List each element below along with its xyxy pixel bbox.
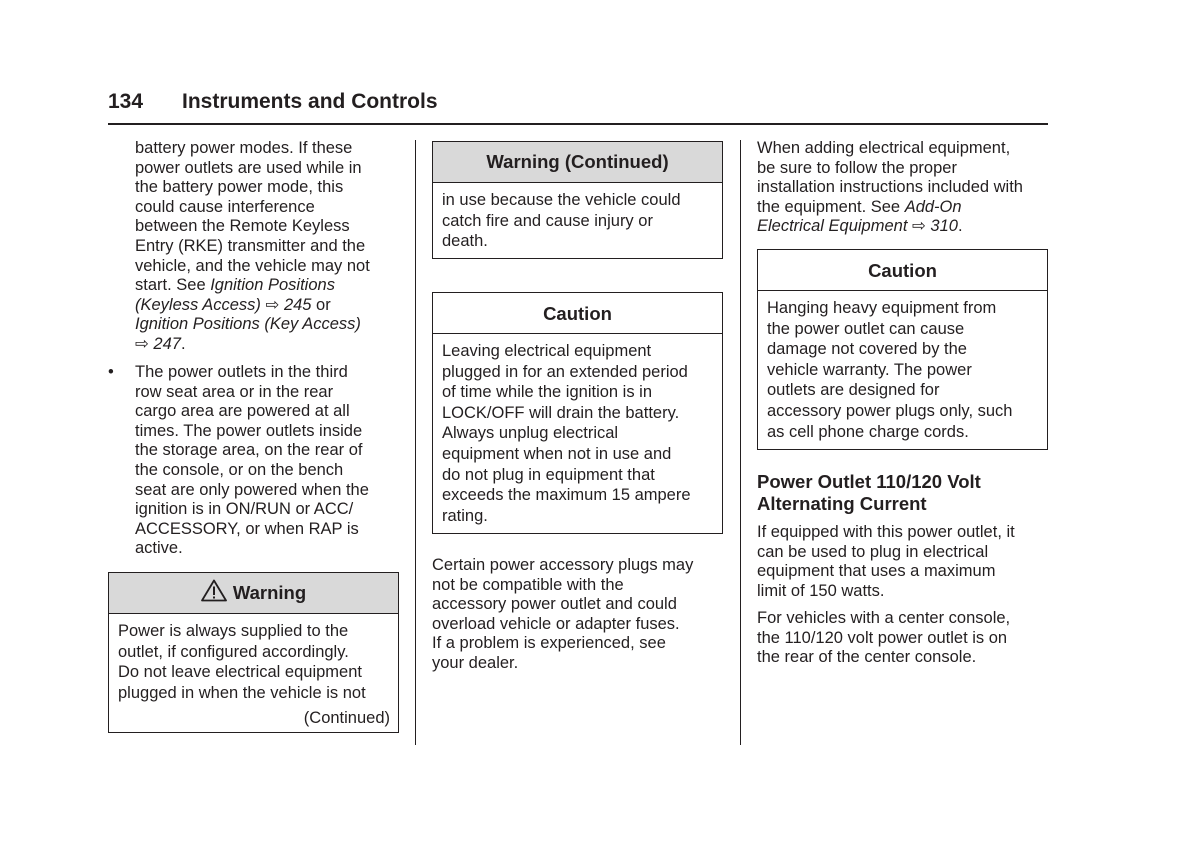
caution-header: Caution bbox=[433, 293, 722, 334]
text-line: seat are only powered when the bbox=[135, 480, 369, 499]
text-line bbox=[757, 217, 1057, 237]
text-line: in use because the vehicle could bbox=[442, 191, 681, 209]
text-line: The power outlets in the third bbox=[135, 363, 348, 381]
text-line: equipment that uses a maximum bbox=[757, 562, 996, 581]
text-line: equipment when not in use and bbox=[442, 444, 672, 463]
text-line: Leaving electrical equipment bbox=[442, 342, 652, 360]
text-line: your dealer. bbox=[432, 653, 519, 672]
text-line: Certain power accessory plugs may bbox=[432, 556, 694, 574]
col1-paragraph bbox=[135, 139, 405, 355]
text-line: Entry (RKE) transmitter and the bbox=[135, 236, 366, 255]
text-line: exceeds the maximum 15 ampere bbox=[442, 486, 691, 505]
text-line: ignition is in ON/RUN or ACC/ bbox=[135, 500, 354, 519]
subheading-line: Power Outlet 110/120 Volt bbox=[757, 471, 981, 492]
text-line: plugged in for an extended period bbox=[442, 362, 688, 381]
text-line: When adding electrical equipment, bbox=[757, 139, 1011, 157]
text-line: between the Remote Keyless bbox=[135, 217, 350, 236]
text-line: not be compatible with the bbox=[432, 575, 624, 594]
text-line: the power outlet can cause bbox=[767, 319, 965, 338]
text-line: accessory power outlet and could bbox=[432, 595, 677, 614]
text-line: times. The power outlets inside bbox=[135, 421, 363, 440]
text-line: row seat area or in the rear bbox=[135, 382, 334, 401]
col3-paragraph-2 bbox=[757, 523, 1057, 601]
page-ref-icon: ⇨ bbox=[135, 334, 149, 353]
text-line: Power is always supplied to the bbox=[118, 622, 349, 640]
caution-header-col3: Caution bbox=[758, 250, 1047, 291]
section-title: Instruments and Controls bbox=[182, 90, 438, 113]
text-line: rating. bbox=[442, 506, 488, 525]
page-number: 134 bbox=[108, 90, 144, 113]
subheading-power-outlet bbox=[757, 471, 1057, 515]
column-divider-left bbox=[415, 140, 416, 745]
page-ref-icon: ⇨ bbox=[912, 217, 926, 236]
text-line: catch fire and cause injury or bbox=[442, 211, 653, 230]
text-line: death. bbox=[442, 232, 488, 251]
text-line: ACCESSORY, or when RAP is bbox=[135, 519, 359, 538]
warning-box bbox=[108, 572, 399, 733]
text-fragment: . bbox=[180, 334, 186, 353]
link-add-on-equipment-cont[interactable]: Electrical Equipment bbox=[757, 217, 908, 236]
text-line bbox=[135, 315, 405, 335]
warning-header bbox=[109, 573, 398, 614]
continued-label: (Continued) bbox=[303, 709, 390, 727]
header-rule bbox=[108, 123, 1048, 125]
text-line: outlets are designed for bbox=[767, 381, 940, 400]
text-fragment: or bbox=[311, 295, 331, 314]
warning-title: Warning bbox=[232, 582, 307, 603]
text-line: the rear of the center console. bbox=[757, 648, 977, 667]
text-line bbox=[135, 335, 405, 355]
text-line: Do not leave electrical equipment bbox=[118, 663, 362, 682]
caution-box bbox=[432, 292, 723, 534]
bullet-symbol: • bbox=[108, 363, 114, 381]
text-line: battery power modes. If these bbox=[135, 139, 353, 157]
text-line: If equipped with this power outlet, it bbox=[757, 523, 1015, 541]
text-line: the storage area, on the rear of bbox=[135, 441, 363, 460]
subheading-line: Alternating Current bbox=[757, 493, 927, 514]
text-line: outlet, if configured accordingly. bbox=[118, 642, 349, 661]
text-line: do not plug in equipment that bbox=[442, 465, 655, 484]
text-fragment: start. See bbox=[135, 276, 211, 295]
text-line: as cell phone charge cords. bbox=[767, 422, 969, 441]
text-fragment: the equipment. See bbox=[757, 197, 905, 216]
link-ignition-key[interactable]: Ignition Positions (Key Access) bbox=[135, 315, 361, 334]
text-line: Hanging heavy equipment from bbox=[767, 299, 997, 317]
text-line: be sure to follow the proper bbox=[757, 158, 957, 177]
text-line: damage not covered by the bbox=[767, 340, 967, 359]
text-line bbox=[135, 296, 405, 316]
page-ref-icon: ⇨ bbox=[265, 295, 280, 314]
caution-body-col3 bbox=[758, 291, 1047, 442]
warning-body bbox=[109, 614, 398, 703]
text-fragment: . bbox=[957, 217, 963, 236]
warning-continued-header: Warning (Continued) bbox=[433, 142, 722, 183]
text-line bbox=[135, 276, 405, 296]
text-line: vehicle warranty. The power bbox=[767, 360, 972, 379]
text-line: the 110/120 volt power outlet is on bbox=[757, 628, 1008, 647]
text-line: could cause interference bbox=[135, 197, 315, 216]
text-line: overload vehicle or adapter fuses. bbox=[432, 614, 680, 633]
col2-paragraph bbox=[432, 556, 732, 674]
page-ref-245[interactable]: 245 bbox=[283, 295, 312, 314]
link-ignition-keyless[interactable]: Ignition Positions bbox=[210, 276, 335, 295]
text-line: vehicle, and the vehicle may not bbox=[135, 256, 370, 275]
text-line: plugged in when the vehicle is not bbox=[118, 683, 366, 702]
link-ignition-keyless-cont[interactable]: (Keyless Access) bbox=[135, 295, 261, 314]
text-line: can be used to plug in electrical bbox=[757, 542, 989, 561]
warning-triangle-icon bbox=[201, 576, 227, 616]
page-ref-247[interactable]: 247 bbox=[153, 334, 181, 353]
warning-continued-box bbox=[432, 141, 723, 259]
text-line: LOCK/OFF will drain the battery. bbox=[442, 403, 680, 422]
text-line: If a problem is experienced, see bbox=[432, 634, 666, 653]
text-line: of time while the ignition is in bbox=[442, 383, 653, 402]
text-line: accessory power plugs only, such bbox=[767, 401, 1013, 420]
col3-paragraph bbox=[757, 139, 1057, 237]
text-line: power outlets are used while in bbox=[135, 158, 362, 177]
text-line: active. bbox=[135, 539, 183, 558]
warning-continued-body bbox=[433, 183, 722, 252]
text-line: cargo area are powered at all bbox=[135, 402, 350, 421]
text-line: the console, or on the bench bbox=[135, 460, 344, 479]
text-line: Always unplug electrical bbox=[442, 424, 619, 443]
text-line: the battery power mode, this bbox=[135, 178, 344, 197]
caution-box-col3 bbox=[757, 249, 1048, 450]
col3-paragraph-3 bbox=[757, 609, 1057, 668]
column-divider-right bbox=[740, 140, 741, 745]
link-add-on-equipment[interactable]: Add-On bbox=[904, 197, 962, 216]
page-ref-310[interactable]: 310 bbox=[930, 217, 958, 236]
text-line: limit of 150 watts. bbox=[757, 581, 885, 600]
text-line: For vehicles with a center console, bbox=[757, 609, 1011, 627]
col1-bullet-text bbox=[135, 363, 405, 559]
page-header bbox=[108, 88, 1048, 122]
text-line: installation instructions included with bbox=[757, 178, 1023, 197]
text-line bbox=[757, 198, 1057, 218]
caution-body bbox=[433, 334, 722, 526]
